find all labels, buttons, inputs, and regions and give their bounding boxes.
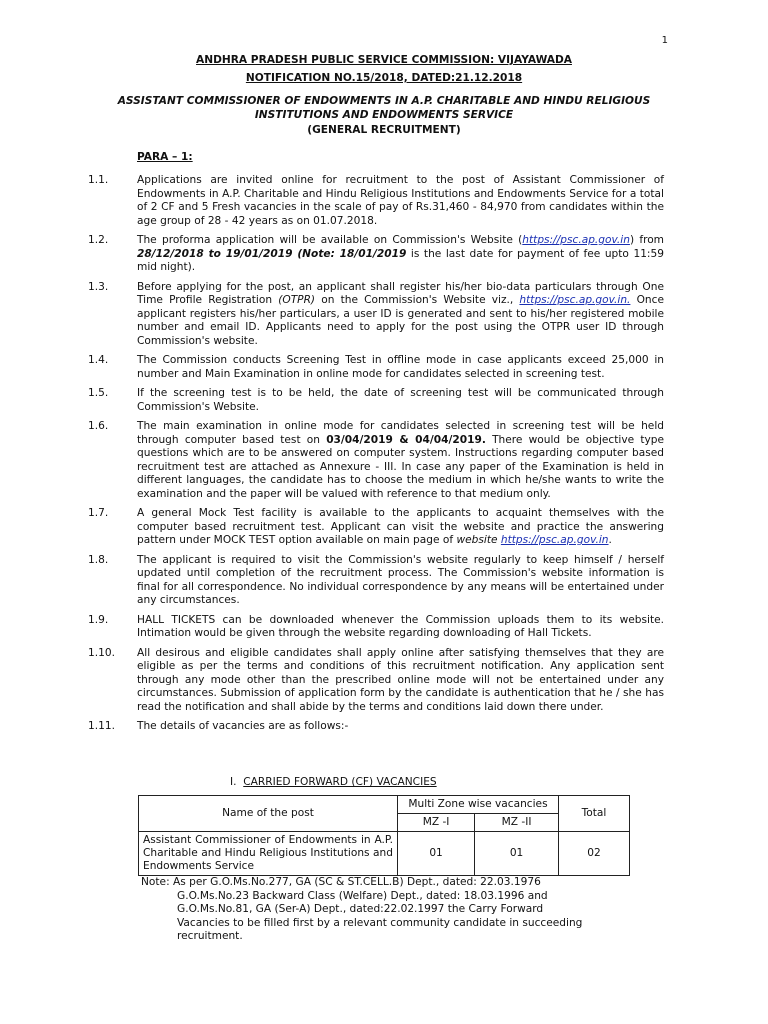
cell-post-name: Assistant Commissioner of Endowments in A.P. Charitable and Hindu Religious Institutions and Endowments Service xyxy=(139,832,398,876)
vacancy-table xyxy=(138,795,630,876)
clause-number: 1.6. xyxy=(88,420,109,432)
col-header-total: Total xyxy=(559,796,630,832)
recruitment-type: (GENERAL RECRUITMENT) xyxy=(307,124,461,136)
table-header-row xyxy=(139,796,630,814)
clause-text: Applications are invited online for recruitment to the post of Assistant Commissioner of Endowments in A.P. Charitable and Hindu Religious Institutions and Endowments Service for a total of 2 CF and 5 Fresh vacancies in the scale of pay of Rs.31,460 - 84,970 from candidates within the age group of 28 - 42 years as on 01.07.2018. xyxy=(137,174,664,227)
clause-1-5 xyxy=(88,387,668,414)
para-heading: PARA – 1: xyxy=(137,151,193,163)
clause-1-7 xyxy=(88,507,668,548)
cell-mz2: 01 xyxy=(475,832,559,876)
col-header-name: Name of the post xyxy=(139,796,398,832)
clauses-list xyxy=(88,174,668,740)
clause-number: 1.2. xyxy=(88,234,109,246)
clause-text: The applicant is required to visit the Commission's website regularly to keep himself / herself updated until completion of the recruitment process. The Commission's website information is final for all correspondence. No individual correspondence by any means will be entertained under any circumstances. xyxy=(137,553,664,606)
clause-1-11 xyxy=(88,720,668,734)
website-link[interactable]: https://psc.ap.gov.in xyxy=(500,534,609,546)
note-line: Note: As per G.O.Ms.No.277, GA (SC & ST.CELL.B) Dept., dated: 22.03.1976 xyxy=(141,876,541,888)
clause-text: The proforma application will be available on Commission's Website (https://psc.ap.gov.in) from 28/12/2018 to 19/01/2019 (Note: 18/01/2019 is the last date for payment of fee upto 11:59 mid night). xyxy=(137,234,664,273)
clause-1-10 xyxy=(88,647,668,715)
section-roman: I. xyxy=(230,776,237,788)
clause-1-1 xyxy=(88,174,668,228)
clause-1-6 xyxy=(88,420,668,501)
col-header-mz1: MZ -I xyxy=(398,814,475,832)
clause-1-8 xyxy=(88,554,668,608)
post-title: ASSISTANT COMMISSIONER OF ENDOWMENTS IN A.P. CHARITABLE AND HINDU RELIGIOUS INSTITUTIONS AND ENDOWMENTS SERVICE xyxy=(117,95,651,121)
clause-number: 1.10. xyxy=(88,646,115,659)
col-header-group: Multi Zone wise vacancies xyxy=(398,796,559,814)
clause-text: The main examination in online mode for candidates selected in screening test will be held through computer based test on 03/04/2019 & 04/04/2019. There would be objective type questions which are to be answered on computer system. Instructions regarding computer based recruitment test are attached as Annexure - III. In case any paper of the Examination is held in different languages, the candidate has to choose the medium in which he/she wants to write the examination and the paper will be valued with reference to that medium only. xyxy=(137,420,664,500)
page-number: 1 xyxy=(661,35,668,46)
clause-text: A general Mock Test facility is available to the applicants to acquaint themselves with the computer based recruitment test. Applicant can visit the website and practice the answering pattern under MOCK TEST option available on main page of website https://psc.ap.gov.in. xyxy=(137,507,664,546)
note-line: Vacancies to be filled first by a relevant community candidate in succeeding xyxy=(177,916,583,929)
clause-number: 1.9. xyxy=(88,613,109,626)
clause-number: 1.1. xyxy=(88,174,109,186)
clause-number: 1.5. xyxy=(88,387,109,399)
clause-text: The details of vacancies are as follows:- xyxy=(137,720,349,732)
website-link[interactable]: https://psc.ap.gov.in xyxy=(522,234,630,246)
clause-1-4 xyxy=(88,354,668,381)
clause-1-9 xyxy=(88,614,668,641)
clause-number: 1.4. xyxy=(88,354,109,366)
cf-section-heading xyxy=(230,776,437,790)
cell-mz1: 01 xyxy=(398,832,475,876)
note-line: G.O.Ms.No.81, GA (Ser-A) Dept., dated:22.02.1997 the Carry Forward xyxy=(177,903,544,915)
notification-number: NOTIFICATION NO.15/2018, DATED:21.12.2018 xyxy=(245,72,523,84)
clause-text: Before applying for the post, an applicant shall register his/her bio-data particulars through One Time Profile Registration (OTPR) on the Commission's Website viz., https://psc.ap.gov.in. Once applicant registers his/her particulars, a user ID is generated and sent to his/her registered mobile number and email ID. Applicants need to apply for the post using the OTPR user ID through Commission's website. xyxy=(137,280,664,347)
note-block xyxy=(141,876,681,944)
commission-title: ANDHRA PRADESH PUBLIC SERVICE COMMISSION: VIJAYAWADA xyxy=(196,54,572,66)
clause-number: 1.11. xyxy=(88,720,115,732)
clause-number: 1.3. xyxy=(88,280,109,293)
clause-number: 1.8. xyxy=(88,553,109,566)
clause-text: If the screening test is to be held, the date of screening test will be communicated through Commission's Website. xyxy=(137,387,664,413)
website-link[interactable]: https://psc.ap.gov.in. xyxy=(519,294,631,306)
clause-number: 1.7. xyxy=(88,507,109,519)
note-line: recruitment. xyxy=(177,930,243,942)
note-line: G.O.Ms.No.23 Backward Class (Welfare) Dept., dated: 18.03.1996 and xyxy=(177,889,548,902)
cell-total: 02 xyxy=(559,832,630,876)
clause-text: All desirous and eligible candidates shall apply online after satisfying themselves that they are eligible as per the terms and conditions of this recruitment notification. Any application sent through any mode other than the prescribed online mode will not be entertained under any circumstances. Submission of application form by the candidate is authentication that he / she has read the notification and shall abide by the terms and conditions laid down there under. xyxy=(137,646,664,713)
clause-1-2 xyxy=(88,234,668,275)
clause-1-3 xyxy=(88,281,668,349)
col-header-mz2: MZ -II xyxy=(475,814,559,832)
clause-text: The Commission conducts Screening Test in offline mode in case applicants exceed 25,000 in number and Main Examination in online mode for candidates selected in screening test. xyxy=(137,354,664,380)
table-row xyxy=(139,832,630,876)
clause-text: HALL TICKETS can be downloaded whenever the Commission uploads them to its website. Intimation would be given through the website regarding downloading of Hall Tickets. xyxy=(137,613,664,639)
section-title: CARRIED FORWARD (CF) VACANCIES xyxy=(243,776,437,788)
